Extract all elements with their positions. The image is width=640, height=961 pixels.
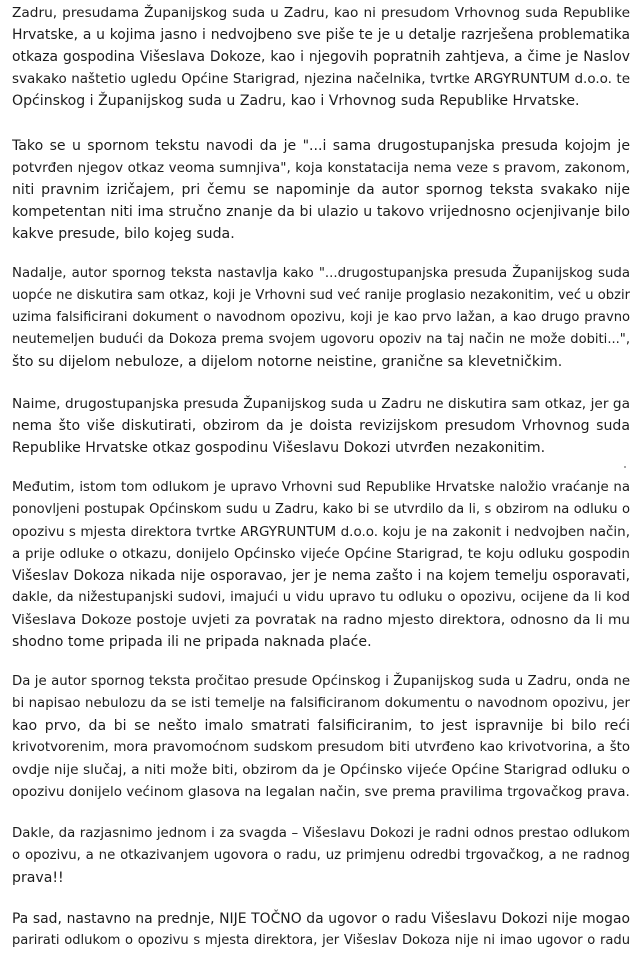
text-line: Pa sad, nastavno na prednje, NIJE TOČNO da ugovor o radu Višeslavu Dokozi nije mogao [12, 911, 630, 927]
text-line: otkaza gospodina Višeslava Dokoze, kao i njegovih popratnih zahtjeva, a čime je Naslov [12, 49, 630, 65]
text-line: Višeslav Dokoza nikada nije osporavao, jer je nema zašto i na kojem temelju osporavati, [12, 568, 630, 584]
text-line: shodno tome pripada ili ne pripada naknada plaće. [12, 634, 372, 650]
text-line: potvrđen njegov otkaz veoma sumnjiva", koja konstatacija nema veze s pravom, zakonom, [12, 160, 630, 176]
text-line: bi napisao nebulozu da se isti temelje na falsificiranom dokumentu o navodnom opozivu, jer [12, 696, 630, 711]
text-line: nema što više diskutirati, obzirom da je doista revizijskom presudom Vrhovnog suda [12, 418, 630, 434]
text-line: uopće ne diskutira sam otkaz, koji je Vrhovni sud već ranije proglasio nezakonitim, već u obzir [12, 288, 630, 303]
text-line: kao prvo, da bi se nešto imalo smatrati falsificiranim, to jest ispravnije bi bilo reći [12, 718, 630, 734]
text-line: a prije odluke o otkazu, donijelo Općinsko vijeće Općine Starigrad, te koju odluku gospodin [12, 546, 630, 562]
paragraph-6 [12, 671, 630, 803]
paragraph-4 [12, 393, 630, 459]
text-line: Republike Hrvatske otkaz gospodinu Višeslavu Dokozi utvrđen nezakonitim. [12, 440, 546, 456]
text-line: Dakle, da razjasnimo jednom i za svagda – Višeslavu Dokozi je radni odnos prestao odlukom [12, 826, 630, 841]
text-line: dakle, da nižestupanjski sudovi, imajući u vidu upravo tu odluku o opozivu, ocijene da li kod [12, 590, 630, 605]
paragraph-7 [12, 823, 630, 889]
text-line: Općinskog i Županijskog suda u Zadru, kao i Vrhovnog suda Republike Hrvatske. [12, 93, 580, 109]
text-line: svakako naštetio ugledu Općine Starigrad, njezina načelnika, tvrtke ARGYRUNTUM d.o.o. te [12, 71, 630, 87]
text-line: Nadalje, autor spornog teksta nastavlja kako "...drugostupanjska presuda Županijskog suda [12, 266, 630, 281]
paragraph-5 [12, 477, 630, 653]
text-line: o opozivu, a ne otkazivanjem ugovora o radu, uz primjenu odredbi trgovačkog, a ne radnog [12, 848, 630, 863]
text-line: uzima falsificirani dokument o navodnom opozivu, koji je kao prvo lažan, a kao drugo pravno [12, 310, 630, 325]
paragraph-8 [12, 908, 630, 952]
text-line: parirati odlukom o opozivu s mjesta direktora, jer Višeslav Dokoza nije ni imao ugovor o radu [12, 933, 630, 948]
text-line: ponovljeni postupak Općinskom sudu u Zadru, kako bi se utvrdilo da li, s obzirom na odluku o [12, 502, 630, 517]
text-line: kompetentan niti ima stručno znanje da bi ulazio u takovo vrijednosno ocjenjivanje bilo [12, 204, 630, 220]
text-line: što su dijelom nebuloze, a dijelom notorne neistine, granične sa klevetničkim. [12, 354, 563, 370]
text-line: Hrvatske, a u kojima jasno i nedvojbeno sve piše te je u detalje razrješena problematika [12, 27, 630, 43]
text-line: Zadru, presudama Županijskog suda u Zadru, kao ni presudom Vrhovnog suda Republike [12, 5, 630, 21]
text-line: kakve presude, bilo kojeg suda. [12, 226, 235, 242]
text-line: Višeslava Dokoze postoje uvjeti za povratak na radno mjesto direktora, odnosno da li mu [12, 612, 630, 628]
paragraph-3 [12, 263, 630, 373]
paragraph-1 [12, 2, 630, 112]
paragraph-2 [12, 135, 630, 245]
text-line: opozivu s mjesta direktora tvrtke ARGYRUNTUM d.o.o. koju je na zakonit i nedvojben način, [12, 524, 630, 540]
text-line: niti pravnim izričajem, pri čemu se napominje da autor spornog teksta svakako nije [12, 182, 630, 198]
text-line: Tako se u spornom tekstu navodi da je "...i sama drugostupanjska presuda kojojm je [12, 138, 630, 154]
text-line: ovdje nije slučaj, a niti može biti, obzirom da je Općinsko vijeće Općine Starigrad odluku o [12, 762, 630, 778]
text-line: opozivu donijelo većinom glasova na legalan način, sve prema pravilima trgovačkog prava. [12, 784, 630, 800]
text-line: neutemeljen budući da Dokoza prema svojem ugovoru opoziv na taj način ne može dobiti...", [12, 332, 630, 347]
text-line: prava!! [12, 870, 64, 886]
text-line: Međutim, istom tom odlukom je upravo Vrhovni sud Republike Hrvatske naložio vraćanje na [12, 480, 630, 495]
text-line: krivotvorenim, mora pravomoćnom sudskom presudom biti utvrđeno kao krivotvorina, a što [12, 740, 630, 755]
text-line: Da je autor spornog teksta pročitao presude Općinskog i Županijskog suda u Zadru, onda ne [12, 674, 630, 689]
text-line: Naime, drugostupanjska presuda Županijskog suda u Zadru ne diskutira sam otkaz, jer ga [12, 396, 630, 412]
scan-speck [624, 466, 626, 468]
